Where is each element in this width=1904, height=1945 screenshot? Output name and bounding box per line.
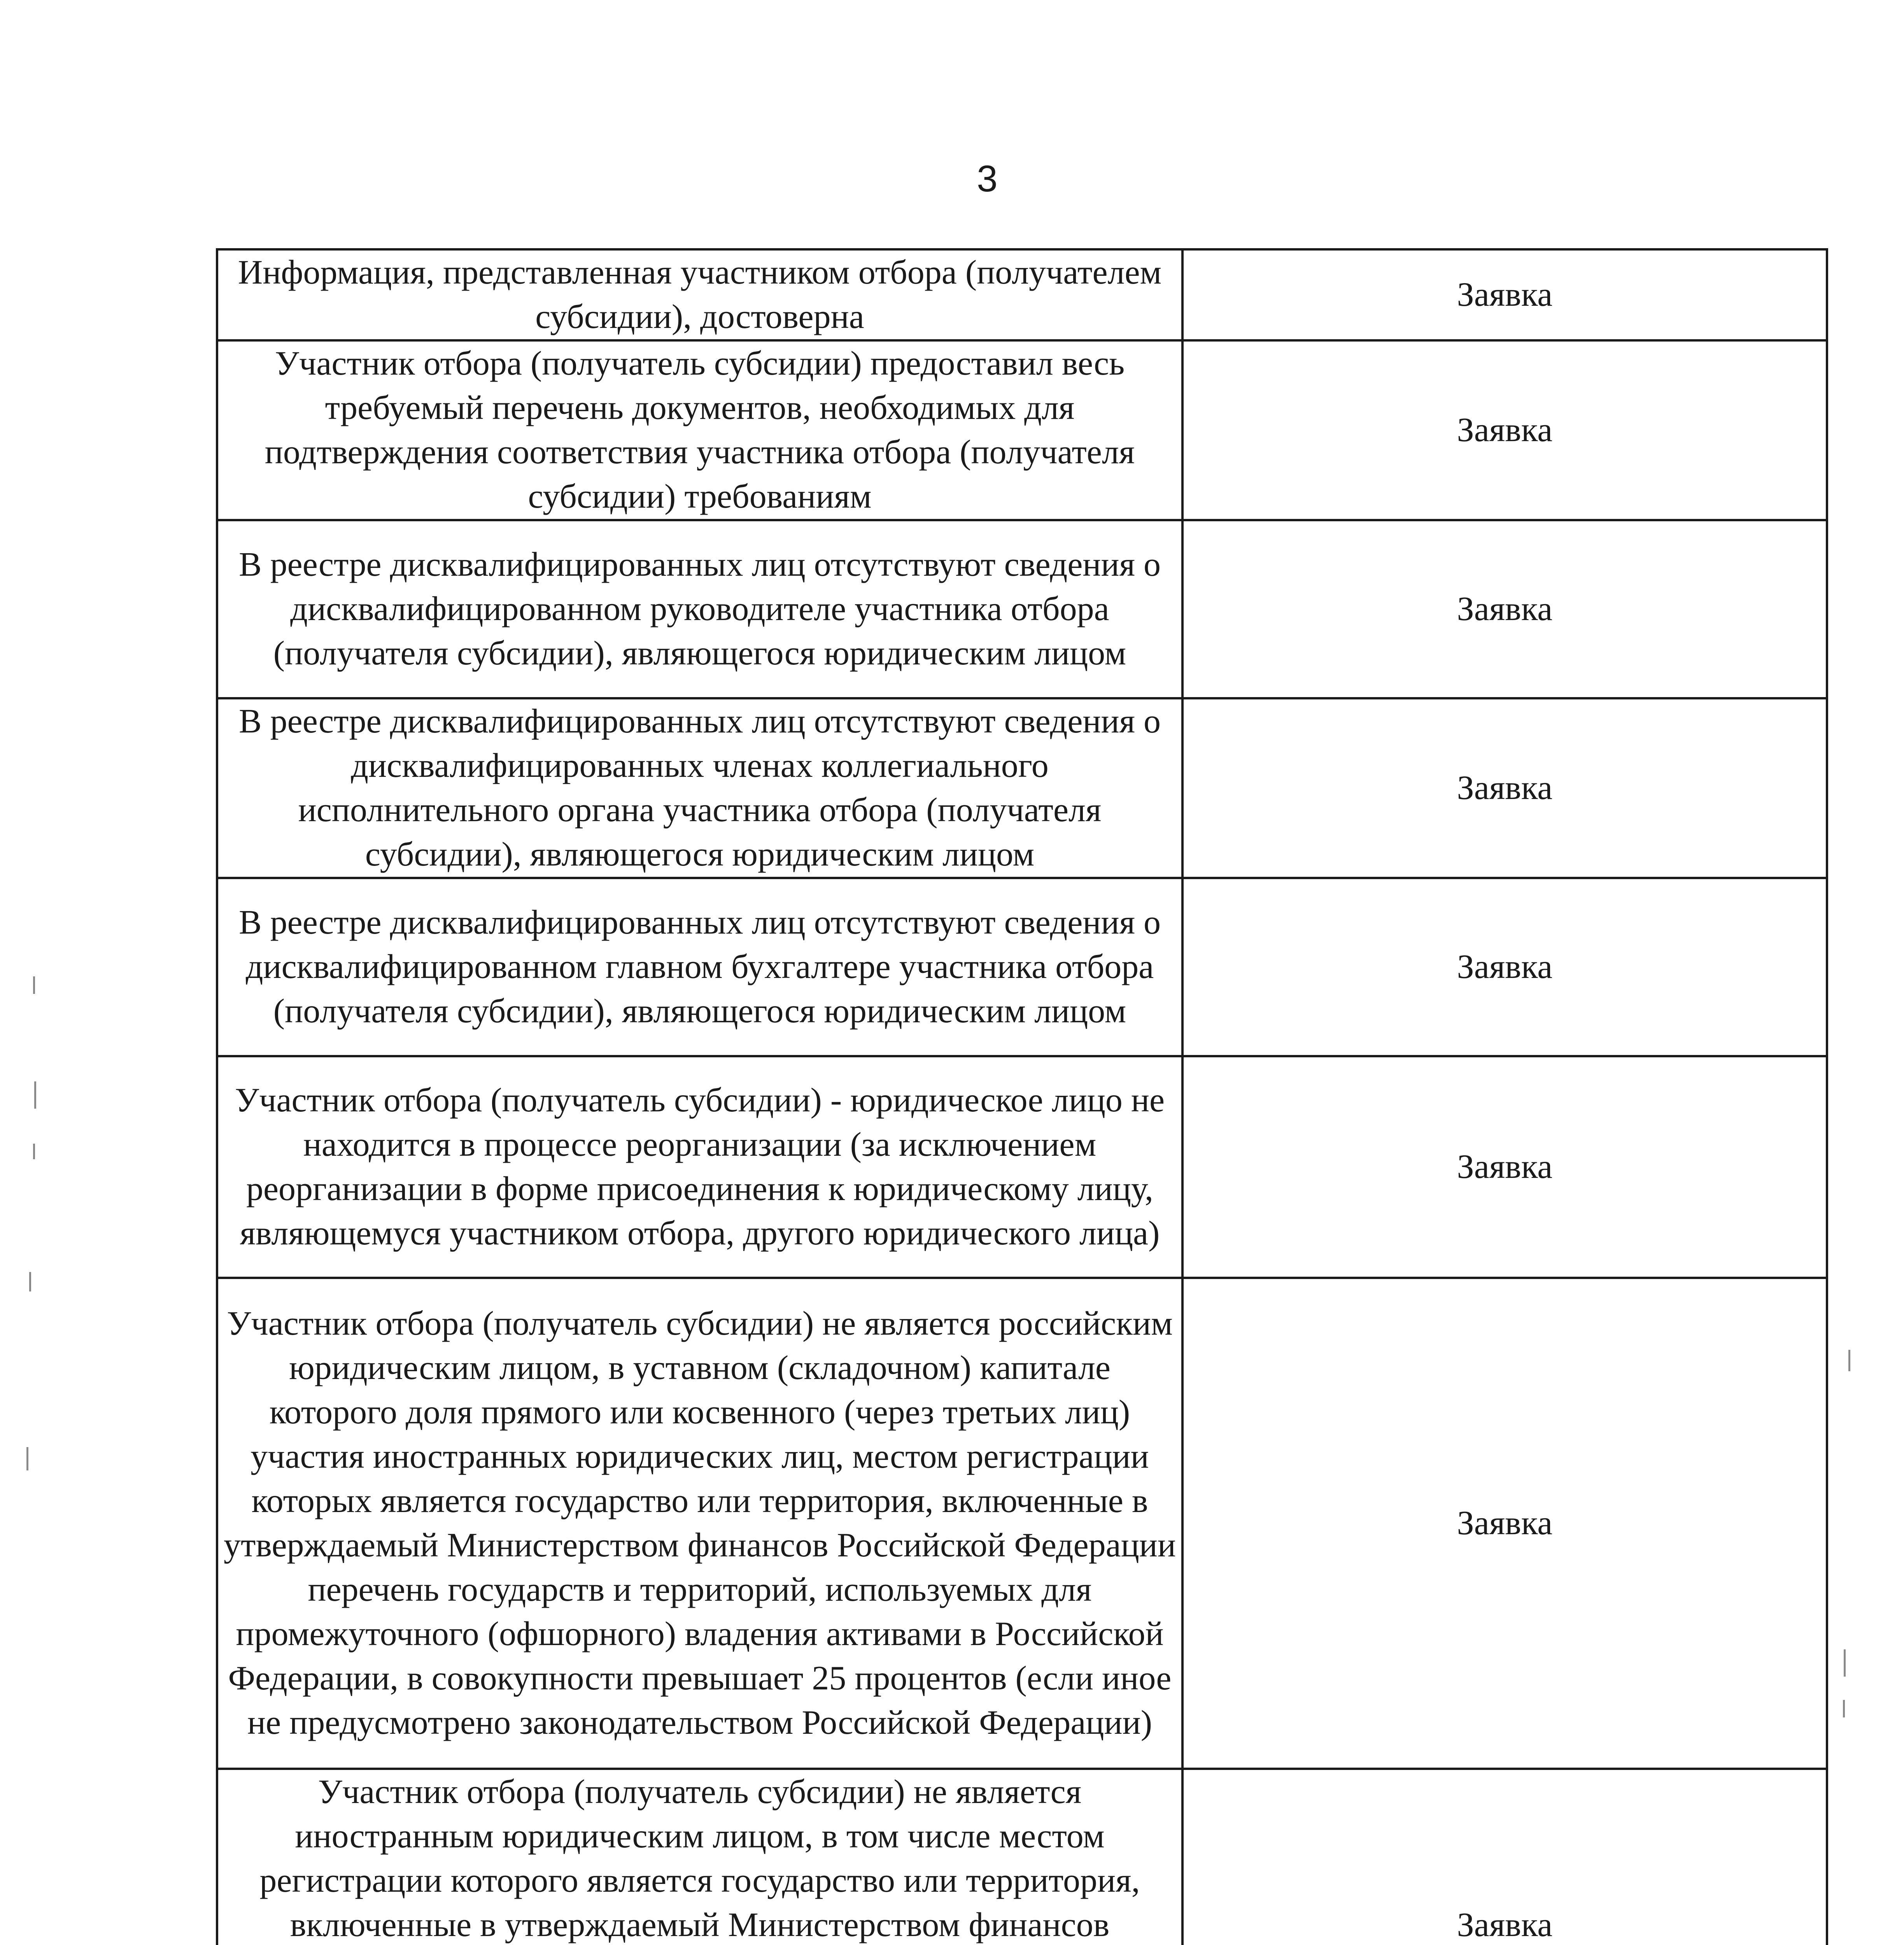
scan-mark — [1844, 1649, 1846, 1677]
document-cell: Заявка — [1182, 1278, 1827, 1769]
document-cell: Заявка — [1182, 878, 1827, 1056]
page-number: 3 — [977, 158, 998, 200]
document-cell: Заявка — [1182, 520, 1827, 698]
scan-mark — [29, 1272, 31, 1291]
scan-mark — [34, 1081, 36, 1109]
table-row — [217, 1056, 1827, 1278]
scan-mark — [1848, 1350, 1850, 1371]
document-cell: Заявка — [1182, 698, 1827, 878]
requirement-cell: Участник отбора (получатель субсидии) предоставил весь требуемый перечень документов, необходимых для подтверждения соответствия участника отбора (получателя субсидии) требованиям — [217, 340, 1182, 520]
document-cell: Заявка — [1182, 1769, 1827, 1945]
table-row — [217, 520, 1827, 698]
requirements-table — [216, 248, 1828, 1945]
requirement-cell: Участник отбора (получатель субсидии) не является российским юридическим лицом, в уставном (складочном) капитале которого доля прямого или косвенного (через третьих лиц) участия иностранных юридических лиц, местом регистрации которых является государство или территория, включенные в утверждаемый Министерством финансов Российской Федерации перечень государств и территорий, используемых для промежуточного (офшорного) владения активами в Российской Федерации, в совокупности превышает 25 процентов (если иное не предусмотрено законодательством Российской Федерации) — [217, 1278, 1182, 1769]
requirement-cell: В реестре дисквалифицированных лиц отсутствуют сведения о дисквалифицированном руководителе участника отбора (получателя субсидии), являющегося юридическим лицом — [217, 520, 1182, 698]
requirement-cell: В реестре дисквалифицированных лиц отсутствуют сведения о дисквалифицированных членах коллегиального исполнительного органа участника отбора (получателя субсидии), являющегося юридическим лицом — [217, 698, 1182, 878]
table-row — [217, 340, 1827, 520]
document-cell: Заявка — [1182, 340, 1827, 520]
scan-mark — [33, 1144, 35, 1159]
document-cell: Заявка — [1182, 249, 1827, 340]
scan-mark — [1843, 1700, 1845, 1717]
scan-mark — [33, 976, 35, 994]
document-cell: Заявка — [1182, 1056, 1827, 1278]
table-row — [217, 878, 1827, 1056]
scan-mark — [26, 1447, 28, 1470]
table-row — [217, 1769, 1827, 1945]
table-row — [217, 698, 1827, 878]
table-row — [217, 249, 1827, 340]
requirement-cell: Информация, представленная участником отбора (получателем субсидии), достоверна — [217, 249, 1182, 340]
table-row — [217, 1278, 1827, 1769]
requirement-cell: Участник отбора (получатель субсидии) не является иностранным юридическим лицом, в том числе местом регистрации которого является государство или территория, включенные в утверждаемый Министерством финансов — [217, 1769, 1182, 1945]
requirement-cell: В реестре дисквалифицированных лиц отсутствуют сведения о дисквалифицированном главном бухгалтере участника отбора (получателя субсидии), являющегося юридическим лицом — [217, 878, 1182, 1056]
requirement-cell: Участник отбора (получатель субсидии) - юридическое лицо не находится в процессе реорганизации (за исключением реорганизации в форме присоединения к юридическому лицу, являющемуся участником отбора, другого юридического лица) — [217, 1056, 1182, 1278]
